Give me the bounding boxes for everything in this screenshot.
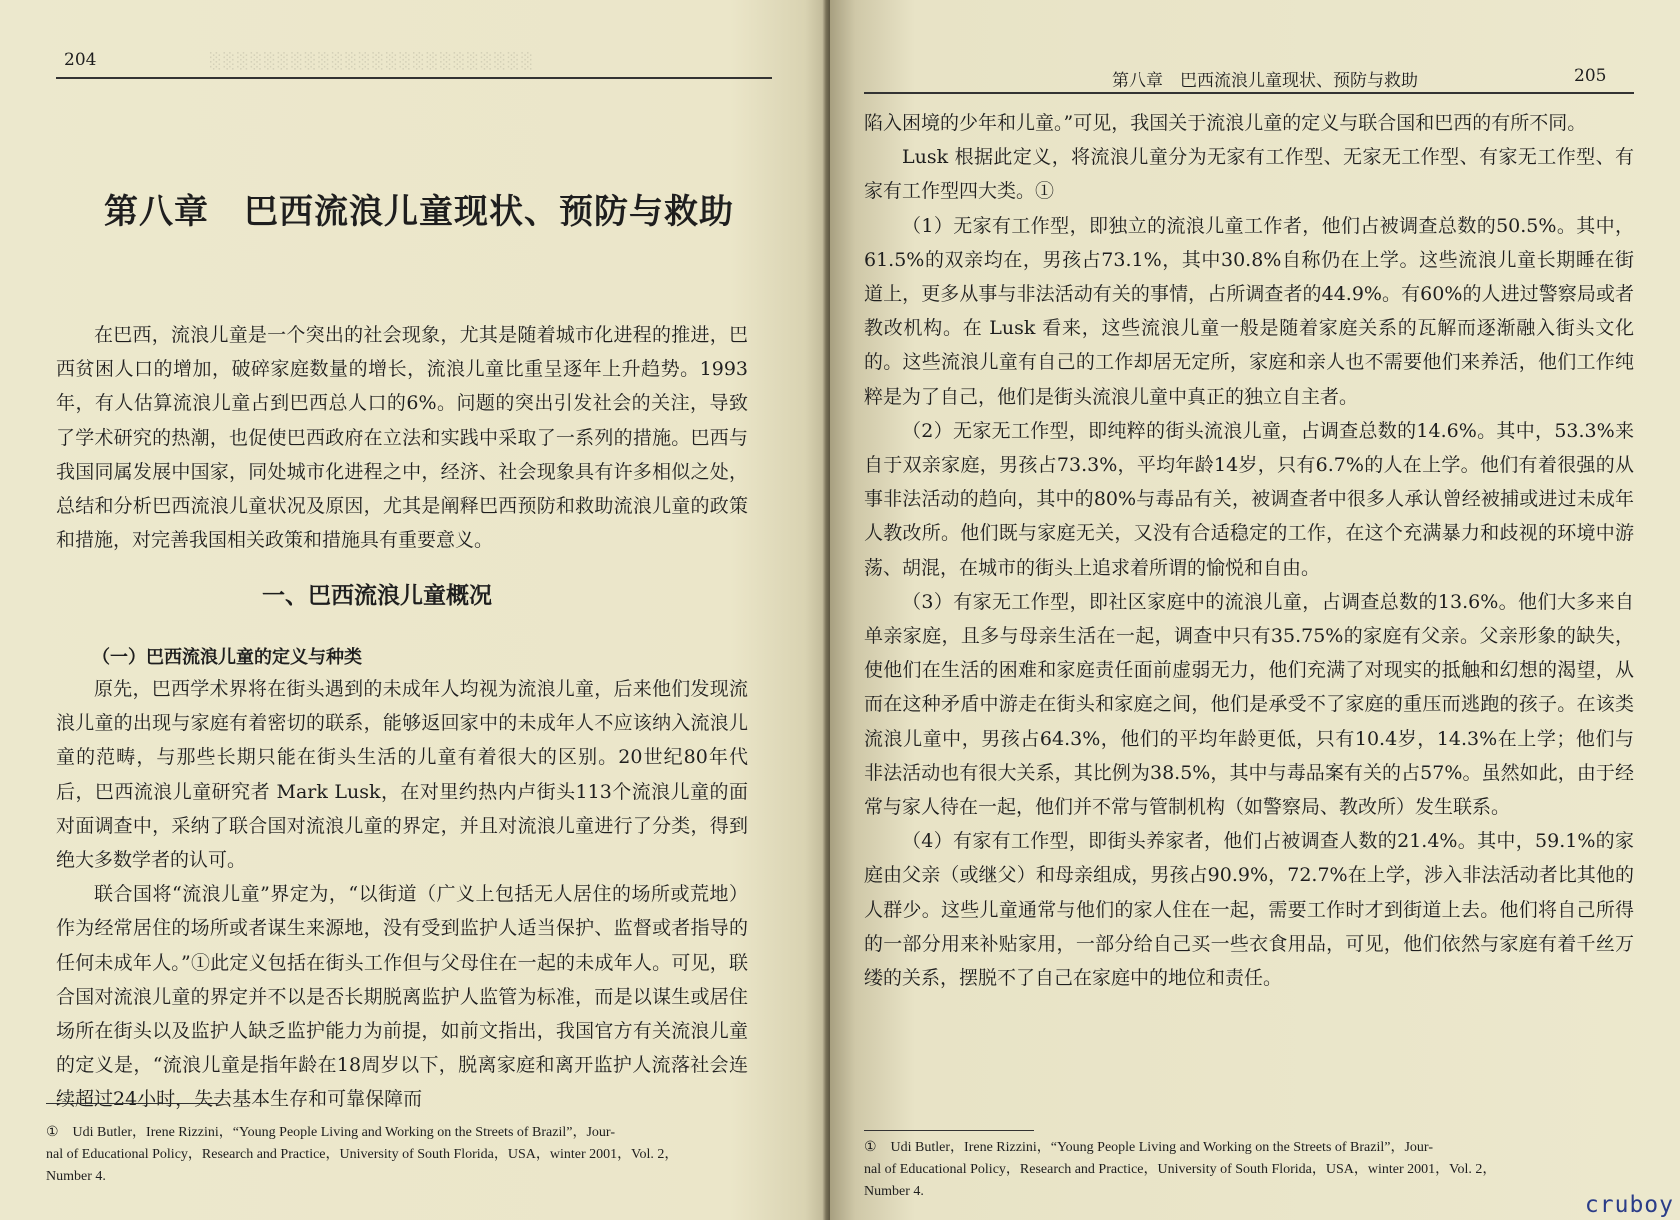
left-page (0, 0, 830, 1220)
footnote (46, 1122, 738, 1188)
right-page (830, 0, 1680, 1220)
header-rule-left (56, 77, 772, 79)
paragraph: 原先，巴西学术界将在街头遇到的未成年人均视为流浪儿童，后来他们发现流浪儿童的出现与家庭有着密切的联系，能够返回家中的未成年人不应该纳入流浪儿童的范畴，与那些长期只能在街头生活的儿童有着很大的区别。20世纪80年代后，巴西流浪儿童研究者 Mark Lusk，在对里约热内卢街头113个流浪儿童的面对面调查中，采纳了联合国对流浪儿童的界定，并且对流浪儿童进行了分类，得到绝大多数学者的认可。 (56, 678, 748, 872)
paragraph-type-2: （2）无家无工作型，即纯粹的街头流浪儿童，占调查总数的14.6%。其中，53.3%来自于双亲家庭，男孩占73.3%，平均年龄14岁，只有6.7%的人在上学。他们有着很强的从事非法活动的趋向，其中的80%与毒品有关，被调查者中很多人承认曾经被捕或进过未成年人教改所。他们既与家庭无关，又没有合适稳定的工作，在这个充满暴力和歧视的环境中游荡、胡混，在城市的街头上追求着所谓的愉悦和自由。 (864, 419, 1634, 579)
watermark: cruboy (1584, 1192, 1674, 1218)
definition-text (56, 672, 748, 1117)
chapter-title: 第八章 巴西流浪儿童现状、预防与救助 (104, 192, 734, 232)
header-rule-right (864, 92, 1634, 94)
footnote-line: ① Udi Butler，Irene Rizzini，“Young People Living and Working on the Streets of Brazil”，Jour- (46, 1125, 615, 1140)
footnote-line: Number 4. (864, 1184, 924, 1199)
footnote-line: nal of Educational Policy，Research and Practice，University of South Florida，USA，winter 2001，Vol. 2， (46, 1147, 679, 1162)
paragraph-type-3: （3）有家无工作型，即社区家庭中的流浪儿童，占调查总数的13.6%。他们大多来自单亲家庭，且多与母亲生活在一起，调查中只有35.75%的家庭有父亲。父亲形象的缺失，使他们在生活的困难和家庭责任面前虚弱无力，他们充满了对现实的抵触和幻想的渴望，从而在这种矛盾中游走在街头和家庭之间，他们是承受不了家庭的重压而逃跑的孩子。在该类流浪儿童中，男孩占64.3%，他们的平均年龄更低，只有10.4岁，14.3%在上学；他们与非法活动也有很大关系，其比例为38.5%，其中与毒品案有关的占57%。虽然如此，由于经常与家人待在一起，他们并不常与管制机构（如警察局、教改所）发生联系。 (864, 590, 1634, 819)
footnote-rule (46, 1103, 218, 1104)
footnote-rule (864, 1130, 1034, 1131)
paragraph: Lusk 根据此定义，将流浪儿童分为无家有工作型、无家无工作型、有家无工作型、有家有工作型四大类。① (864, 146, 1634, 203)
paragraph-type-1: （1）无家有工作型，即独立的流浪儿童工作者，他们占被调查总数的50.5%。其中，61.5%的双亲均在，男孩占73.1%，其中30.8%自称仍在上学。这些流浪儿童长期睡在街道上，更多从事与非法活动有关的事情，占所调查者的44.9%。有60%的人进过警察局或者教改机构。在 Lusk 看来，这些流浪儿童一般是随着家庭关系的瓦解而逐渐融入街头文化的。这些流浪儿童有自己的工作却居无定所，家庭和亲人也不需要他们来养活，他们工作纯粹是为了自己，他们是街头流浪儿童中真正的独立自主者。 (864, 214, 1634, 408)
footnote-line: ① Udi Butler，Irene Rizzini，“Young People Living and Working on the Streets of Brazil”，Jour- (864, 1140, 1433, 1155)
paragraph-type-4: （4）有家有工作型，即街头养家者，他们占被调查人数的21.4%。其中，59.1%的家庭由父亲（或继父）和母亲组成，男孩占90.9%，72.7%在上学，涉入非法活动者比其他的人群少。这些儿童通常与他们的家人住在一起，需要工作时才到街道上去。他们将自己所得的一部分用来补贴家用，一部分给自己买一些衣食用品，可见，他们依然与家庭有着千丝万缕的关系，摆脱不了自己在家庭中的地位和责任。 (864, 830, 1634, 990)
page-number-right: 205 (1574, 66, 1607, 86)
paragraph: 联合国将“流浪儿童”界定为，“以街道（广义上包括无人居住的场所或荒地）作为经常居住的场所或者谋生来源地，没有受到监护人适当保护、监督或者指导的任何未成年人。”①此定义包括在街头工作但与父母住在一起的未成年人。可见，联合国对流浪儿童的界定并不以是否长期脱离监护人监管为标准，而是以谋生或居住场所在街头以及监护人缺乏监护能力为前提，如前文指出，我国官方有关流浪儿童的定义是，“流浪儿童是指年龄在18周岁以下，脱离家庭和离开监护人流落社会连续超过24小时，失去基本生存和可靠保障而 (56, 883, 748, 1111)
running-header: 第八章 巴西流浪儿童现状、预防与救助 (1112, 71, 1418, 91)
footnote-line: Number 4. (46, 1169, 106, 1184)
classification-text (864, 106, 1634, 995)
intro-paragraph: 在巴西，流浪儿童是一个突出的社会现象，尤其是随着城市化进程的推进，巴西贫困人口的增加，破碎家庭数量的增长，流浪儿童比重呈逐年上升趋势。1993年，有人估算流浪儿童占到巴西总人口的6%。问题的突出引发社会的关注，导致了学术研究的热潮，也促使巴西政府在立法和实践中采取了一系列的措施。巴西与我国同属发展中国家，同处城市化进程之中，经济、社会现象具有许多相似之处，总结和分析巴西流浪儿童状况及原因，尤其是阐释巴西预防和救助流浪儿童的政策和措施，对完善我国相关政策和措施具有重要意义。 (56, 324, 748, 552)
footnote-line: nal of Educational Policy，Research and Practice，University of South Florida，USA，winter 2001，Vol. 2， (864, 1162, 1497, 1177)
section-title: 一、巴西流浪儿童概况 (262, 582, 492, 609)
intro-text (56, 318, 748, 557)
footnote (864, 1137, 1636, 1203)
paragraph: 陷入困境的少年和儿童。”可见，我国关于流浪儿童的定义与联合国和巴西的有所不同。 (864, 112, 1587, 134)
page-number-left: 204 (64, 50, 97, 70)
bleed-through-header: ░░░░░░░░░░░░░░░░░░░░░░░░ (210, 52, 535, 70)
subsection-title: （一）巴西流浪儿童的定义与种类 (92, 647, 362, 668)
